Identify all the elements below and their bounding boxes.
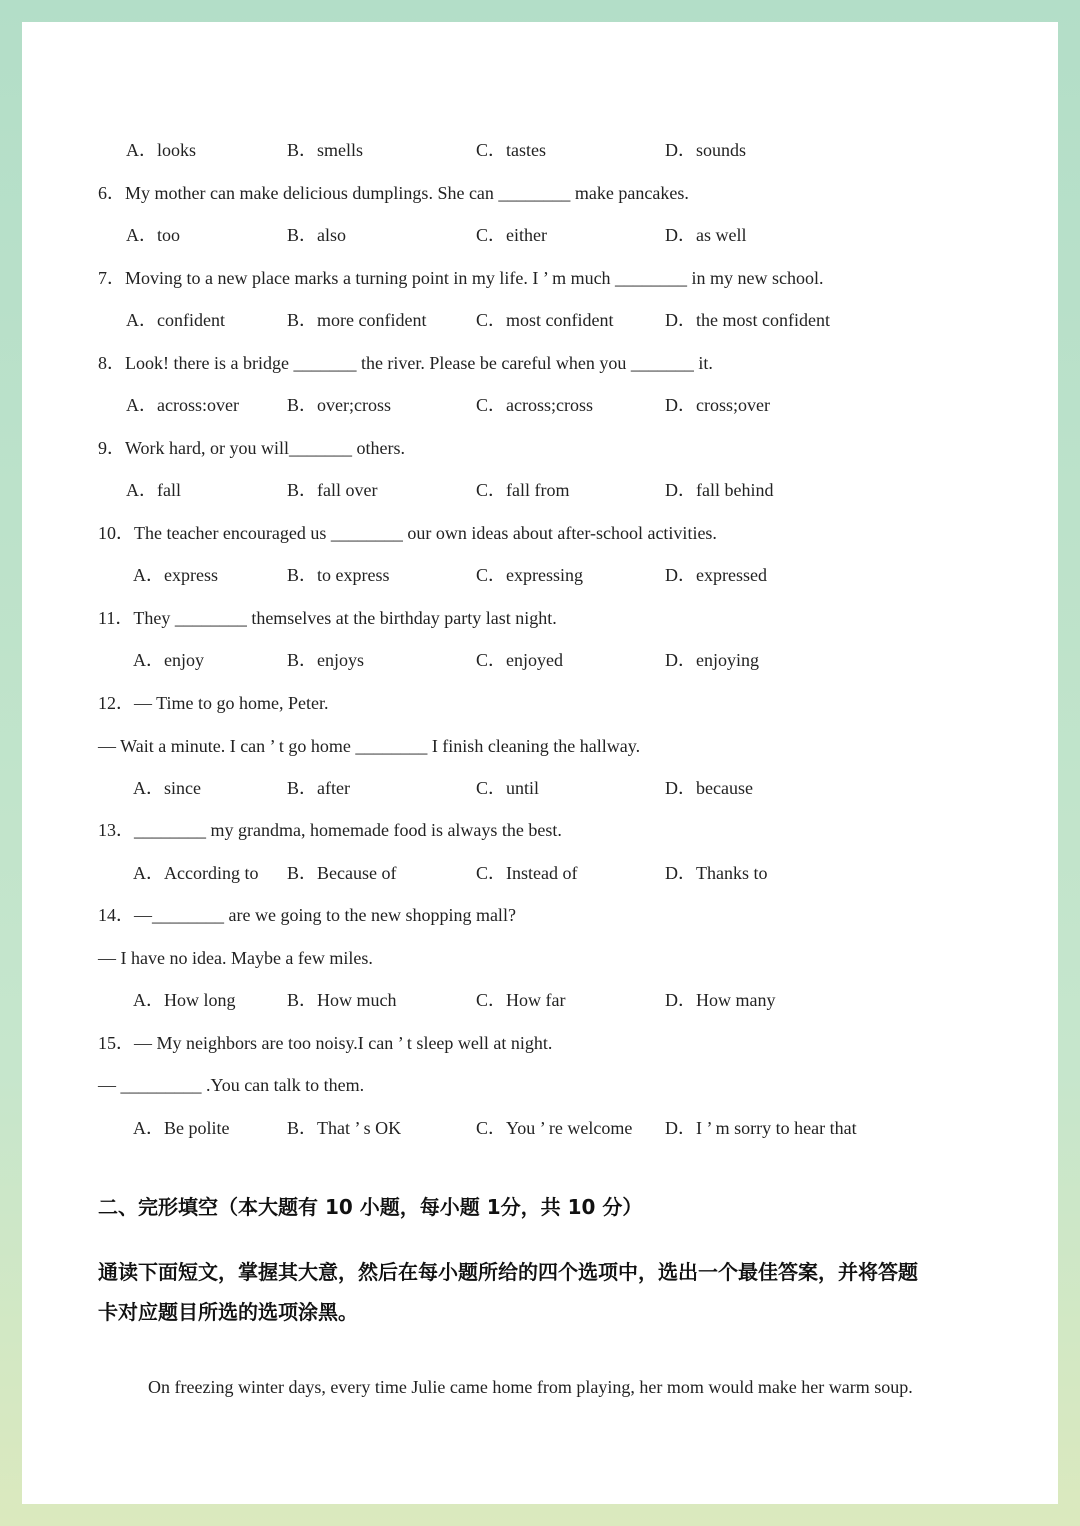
passage-text: On freezing winter days, every time Julie came home from playing, her mom would make her warm soup. — [148, 1377, 913, 1397]
question-10-stem: 10．The teacher encouraged us ________ our own ideas about after-school activities. — [98, 523, 717, 543]
option-b: B．also — [287, 225, 347, 245]
option-c: C．either — [476, 225, 547, 245]
option-b: B．after — [287, 778, 350, 798]
option-a: A．looks — [126, 140, 197, 160]
question-13-stem: 13．________ my grandma, homemade food is always the best. — [98, 820, 562, 840]
option-c: C．Instead of — [476, 863, 578, 883]
option-c: C．You ’ re welcome — [476, 1118, 633, 1138]
question-6-stem: 6．My mother can make delicious dumplings. She can ________ make pancakes. — [98, 183, 689, 203]
question-15-reply: — _________ .You can talk to them. — [98, 1075, 365, 1095]
option-d: D．How many — [665, 990, 776, 1010]
question-14-reply: — I have no idea. Maybe a few miles. — [98, 948, 373, 968]
question-11-stem: 11．They ________ themselves at the birthday party last night. — [98, 608, 557, 628]
option-c: C．How far — [476, 990, 566, 1010]
option-a: A．since — [133, 778, 201, 798]
option-a: A．across:over — [126, 395, 239, 415]
option-b: B．enjoys — [287, 650, 365, 670]
option-c: C．most confident — [476, 310, 614, 330]
option-b: B．How much — [287, 990, 397, 1010]
option-b: B．to express — [287, 565, 390, 585]
option-c: C．until — [476, 778, 540, 798]
option-b: B．smells — [287, 140, 364, 160]
question-8-stem: 8．Look! there is a bridge _______ the river. Please be careful when you _______ it. — [98, 353, 713, 373]
option-d: D．enjoying — [665, 650, 759, 670]
option-d: D．expressed — [665, 565, 767, 585]
option-d: D．Thanks to — [665, 863, 768, 883]
question-14-stem: 14．—________ are we going to the new shopping mall? — [98, 905, 516, 925]
question-12-stem: 12．— Time to go home, Peter. — [98, 693, 329, 713]
section-heading: 二、完形填空（本大题有 10 小题，每小题 1分，共 10 分） — [98, 1195, 643, 1219]
option-c: C．tastes — [476, 140, 546, 160]
option-c: C．across;cross — [476, 395, 593, 415]
option-b: B．fall over — [287, 480, 378, 500]
option-a: A．fall — [126, 480, 181, 500]
option-b: B．That ’ s OK — [287, 1118, 402, 1138]
option-a: A．too — [126, 225, 180, 245]
option-c: C．expressing — [476, 565, 583, 585]
option-d: D．sounds — [665, 140, 747, 160]
question-12-reply: — Wait a minute. I can ’ t go home ________ I finish cleaning the hallway. — [98, 736, 641, 756]
question-9-stem: 9．Work hard, or you will_______ others. — [98, 438, 406, 458]
option-b: B．Because of — [287, 863, 397, 883]
option-a: A．How long — [133, 990, 236, 1010]
option-b: B．more confident — [287, 310, 427, 330]
section-instruction-line2: 卡对应题目所选的选项涂黑。 — [98, 1300, 358, 1324]
section-instruction-line1: 通读下面短文，掌握其大意，然后在每小题所给的四个选项中，选出一个最佳答案，并将答题 — [98, 1260, 918, 1284]
option-c: C．fall from — [476, 480, 570, 500]
question-7-stem: 7．Moving to a new place marks a turning point in my life. I ’ m much ________ in my new school. — [98, 268, 824, 288]
option-c: C．enjoyed — [476, 650, 563, 670]
option-a: A．express — [133, 565, 218, 585]
option-a: A．According to — [133, 863, 259, 883]
option-d: D．cross;over — [665, 395, 770, 415]
option-d: D．because — [665, 778, 753, 798]
option-a: A．confident — [126, 310, 225, 330]
option-d: D．I ’ m sorry to hear that — [665, 1118, 857, 1138]
option-d: D．fall behind — [665, 480, 774, 500]
option-a: A．enjoy — [133, 650, 204, 670]
question-15-stem: 15．— My neighbors are too noisy.I can ’ t sleep well at night. — [98, 1033, 553, 1053]
option-a: A．Be polite — [133, 1118, 230, 1138]
option-b: B．over;cross — [287, 395, 391, 415]
option-d: D．as well — [665, 225, 747, 245]
option-d: D．the most confident — [665, 310, 830, 330]
